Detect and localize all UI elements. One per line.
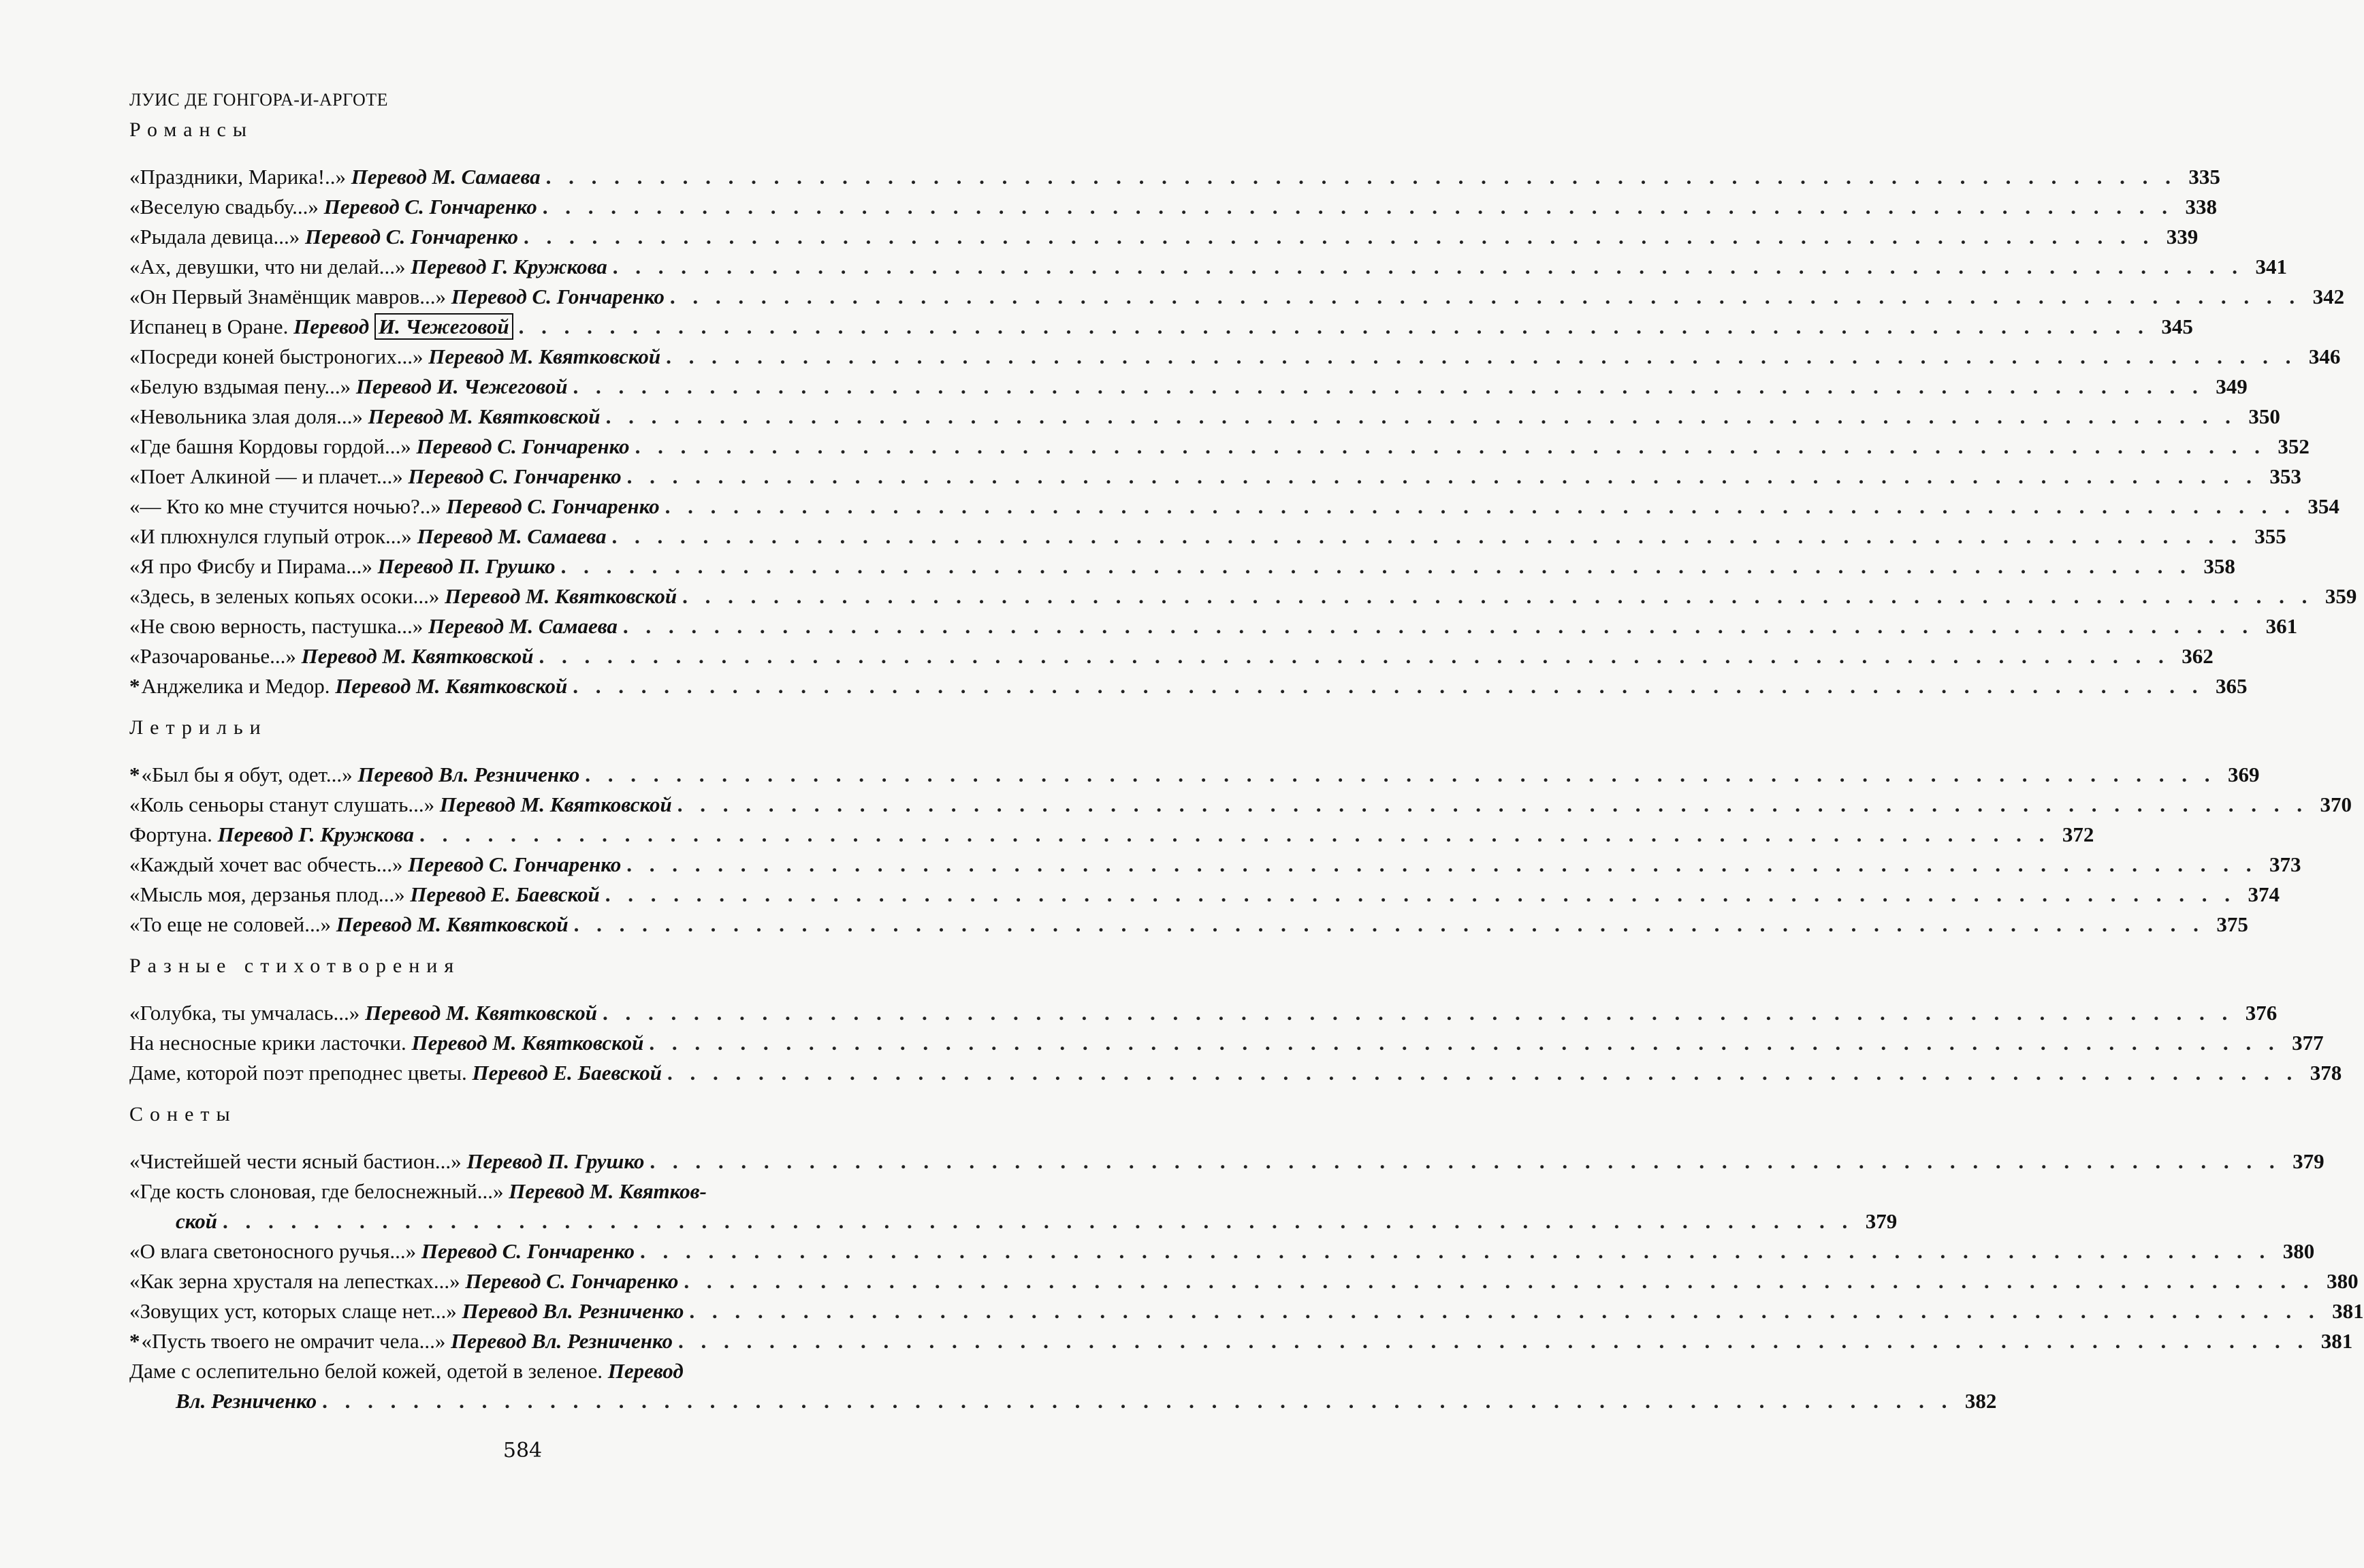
entry-page: 379 xyxy=(1865,1209,1898,1233)
dot-leader xyxy=(543,192,2173,222)
entry-translator: Перевод М. Квятковской xyxy=(335,674,568,698)
toc-entry xyxy=(129,581,2357,611)
toc-entry xyxy=(129,162,2220,192)
entry-title: «Я про Фисбу и Пирама...» xyxy=(129,554,372,578)
asterisk-mark: * xyxy=(129,763,140,786)
asterisk-mark: * xyxy=(129,1329,140,1353)
dot-leader xyxy=(524,222,2154,252)
dot-leader xyxy=(665,492,2296,522)
toc-entry xyxy=(129,282,2345,312)
entry-translator-continued: Вл. Резниченко xyxy=(176,1389,317,1413)
entry-page: 350 xyxy=(2248,404,2280,428)
entry-page: 342 xyxy=(2312,285,2345,308)
toc-entry xyxy=(129,432,2310,462)
entry-text xyxy=(129,492,660,522)
entry-translator: Перевод М. Квятковской xyxy=(368,404,601,428)
entry-translator: Перевод С. Гончаренко xyxy=(408,464,622,488)
toc-entry xyxy=(129,372,2248,402)
entry-translator-continued: ской xyxy=(176,1209,218,1233)
entry-title: «Как зерна хрусталя на лепестках...» xyxy=(129,1269,460,1293)
toc-entry xyxy=(129,910,2248,940)
entry-text xyxy=(129,522,606,551)
entry-translator: Перевод М. Самаева xyxy=(428,614,618,638)
entry-title: На несносные крики ласточки. xyxy=(129,1031,406,1055)
toc-entry xyxy=(129,551,2235,581)
entry-page: 382 xyxy=(1964,1389,1997,1413)
entry-page: 338 xyxy=(2185,195,2217,219)
dot-leader xyxy=(573,372,2203,402)
dot-leader xyxy=(640,1236,2271,1266)
entry-translator: Перевод С. Гончаренко xyxy=(323,195,537,219)
entry-title: «Разочарованье...» xyxy=(129,644,296,668)
entry-title: Фортуна. xyxy=(129,822,212,846)
entry-text xyxy=(129,462,622,492)
section-heading: Летрильи xyxy=(129,716,268,739)
toc-entry xyxy=(129,1266,2359,1296)
entry-text xyxy=(129,671,567,701)
toc-entry xyxy=(129,1028,2324,1058)
entry-translator: Перевод Е. Баевской xyxy=(410,882,600,906)
toc-entry xyxy=(129,880,2280,910)
entry-page: 355 xyxy=(2254,524,2286,548)
toc-entry xyxy=(129,641,2214,671)
toc-entry xyxy=(129,671,2248,701)
entry-page: 354 xyxy=(2307,494,2339,518)
entry-page: 353 xyxy=(2269,464,2301,488)
entry-list xyxy=(129,1147,2364,1416)
entry-title: Даме, которой поэт преподнес цветы. xyxy=(129,1061,467,1085)
entry-translator: Перевод М. Квятковской xyxy=(445,584,677,608)
entry-text xyxy=(129,372,567,402)
entry-translator: Перевод И. Чежеговой xyxy=(355,374,568,398)
dot-leader xyxy=(585,760,2216,790)
toc-entry xyxy=(129,1356,1997,1416)
entry-page: 375 xyxy=(2216,912,2248,936)
entry-translator: Перевод Вл. Резниченко xyxy=(357,763,580,786)
dot-leader xyxy=(519,312,2150,342)
entry-page: 346 xyxy=(2308,345,2341,368)
entry-page: 362 xyxy=(2182,644,2214,668)
entry-text xyxy=(129,998,597,1028)
entry-page: 370 xyxy=(2320,793,2352,816)
entry-title: «Коль сеньоры станут слушать...» xyxy=(129,793,435,816)
entry-title: «О влага светоносного ручья...» xyxy=(129,1239,417,1263)
dot-leader xyxy=(635,432,2266,462)
entry-text xyxy=(129,192,537,222)
entry-title: «Не свою верность, пастушка...» xyxy=(129,614,424,638)
entry-title: «Праздники, Марика!..» xyxy=(129,165,347,189)
toc-entry xyxy=(129,1236,2315,1266)
entry-title: Анджелика и Медор. xyxy=(141,674,330,698)
entry-translator: Перевод П. Грушко xyxy=(377,554,556,578)
toc-entry xyxy=(129,1177,1898,1236)
dot-leader xyxy=(611,522,2242,551)
entry-title: «Невольника злая доля...» xyxy=(129,404,363,428)
entry-text xyxy=(129,551,556,581)
entry-title: «Чистейшей чести ясный бастион...» xyxy=(129,1149,462,1173)
entry-translator: Перевод М. Самаева xyxy=(417,524,607,548)
entry-list xyxy=(129,162,2357,701)
entry-page: 369 xyxy=(2228,763,2260,786)
entry-translator-boxed: И. Чежеговой xyxy=(374,313,513,340)
entry-page: 359 xyxy=(2325,584,2357,608)
entry-text xyxy=(129,790,672,820)
entry-translator: Перевод Г. Кружкова xyxy=(217,822,415,846)
entry-translator: Перевод С. Гончаренко xyxy=(465,1269,679,1293)
dot-leader xyxy=(649,1028,2280,1058)
entry-title: Испанец в Оране. xyxy=(129,315,289,338)
entry-title: «Голубка, ты умчалась...» xyxy=(129,1001,360,1025)
entry-page: 379 xyxy=(2293,1149,2325,1173)
dot-leader xyxy=(667,1058,2298,1088)
section-heading: Сонеты xyxy=(129,1103,237,1125)
entry-text xyxy=(129,1326,673,1356)
toc-entry xyxy=(129,790,2352,820)
dot-leader xyxy=(322,1386,1953,1416)
entry-translator: Перевод М. Квятковской xyxy=(439,793,672,816)
entry-translator: Перевод П. Грушко xyxy=(466,1149,645,1173)
toc-entry xyxy=(129,820,2094,850)
entry-line-continued xyxy=(129,1206,1898,1236)
entry-text xyxy=(129,641,534,671)
dot-leader xyxy=(574,910,2205,940)
toc-entry xyxy=(129,998,2278,1028)
entry-text xyxy=(129,880,600,910)
dot-leader xyxy=(419,820,2050,850)
page-number: 584 xyxy=(502,1439,543,1462)
dot-leader xyxy=(650,1147,2280,1177)
dot-leader xyxy=(670,282,2301,312)
entry-page: 376 xyxy=(2245,1001,2278,1025)
entry-page: 381 xyxy=(2332,1299,2364,1323)
toc-entry xyxy=(129,760,2260,790)
dot-leader xyxy=(613,252,2243,282)
entry-translator: Перевод Вл. Резниченко xyxy=(462,1299,684,1323)
entry-text xyxy=(129,1236,635,1266)
entry-translator: Перевод С. Гончаренко xyxy=(451,285,665,308)
entry-translator: Перевод xyxy=(293,315,370,338)
toc-entry xyxy=(129,1147,2325,1177)
entry-page: 352 xyxy=(2278,434,2310,458)
dot-leader xyxy=(682,581,2313,611)
entry-text xyxy=(129,312,513,342)
entry-title: «Посреди коней быстроногих...» xyxy=(129,345,424,368)
entry-translator: Перевод М. Квятковской xyxy=(336,912,569,936)
entry-title: «Ах, девушки, что ни делай...» xyxy=(129,255,406,278)
entry-title: «Каждый хочет вас обчесть...» xyxy=(129,852,403,876)
dot-leader xyxy=(223,1206,1853,1236)
toc-entry xyxy=(129,1058,2342,1088)
entry-translator: Перевод С. Гончаренко xyxy=(304,225,519,249)
entry-text xyxy=(129,252,607,282)
entry-list xyxy=(129,998,2342,1088)
entry-text xyxy=(129,760,579,790)
toc-entry xyxy=(129,342,2341,372)
toc-entry xyxy=(129,1296,2364,1326)
dot-leader xyxy=(684,1266,2314,1296)
entry-translator: Перевод С. Гончаренко xyxy=(421,1239,635,1263)
entry-page: 380 xyxy=(2327,1269,2359,1293)
entry-text xyxy=(129,611,618,641)
toc-entry xyxy=(129,252,2288,282)
entry-translator: Перевод М. Квятковской xyxy=(365,1001,597,1025)
entry-line-continued xyxy=(129,1386,1997,1416)
entry-translator: Перевод Г. Кружкова xyxy=(411,255,607,278)
entry-translator: Перевод Вл. Резниченко xyxy=(451,1329,673,1353)
entry-page: 377 xyxy=(2292,1031,2324,1055)
entry-page: 349 xyxy=(2216,374,2248,398)
toc-entry xyxy=(129,1326,2353,1356)
dot-leader xyxy=(626,850,2257,880)
entry-text xyxy=(129,910,569,940)
entry-translator: Перевод М. Квятков- xyxy=(509,1179,707,1203)
toc-entry xyxy=(129,492,2339,522)
dot-leader xyxy=(546,162,2177,192)
section-heading: Романсы xyxy=(129,118,253,141)
toc-entry xyxy=(129,462,2301,492)
entry-translator: Перевод С. Гончаренко xyxy=(446,494,660,518)
entry-page: 345 xyxy=(2161,315,2193,338)
dot-leader xyxy=(623,611,2254,641)
entry-page: 365 xyxy=(2215,674,2248,698)
toc-entry xyxy=(129,192,2217,222)
entry-text xyxy=(129,1266,678,1296)
entry-page: 380 xyxy=(2282,1239,2315,1263)
entry-title: «Он Первый Знамёнщик мавров...» xyxy=(129,285,446,308)
entry-page: 339 xyxy=(2166,225,2199,249)
asterisk-mark: * xyxy=(129,674,140,698)
entry-translator: Перевод М. Самаева xyxy=(351,165,541,189)
entry-line xyxy=(129,1356,923,1386)
toc-entry xyxy=(129,312,2193,342)
toc-entry xyxy=(129,402,2280,432)
author-heading: ЛУИС ДЕ ГОНГОРА-И-АРГОТЕ xyxy=(129,90,389,110)
section-heading: Разные стихотворения xyxy=(129,955,461,977)
entry-title: «Белую вздымая пену...» xyxy=(129,374,351,398)
entry-page: 358 xyxy=(2203,554,2235,578)
toc-entry xyxy=(129,222,2199,252)
entry-translator: Перевод М. Квятковской xyxy=(411,1031,644,1055)
table-of-contents xyxy=(129,118,2364,1416)
entry-page: 341 xyxy=(2255,255,2288,278)
entry-text xyxy=(129,282,665,312)
dot-leader xyxy=(605,880,2236,910)
entry-translator: Перевод С. Гончаренко xyxy=(416,434,630,458)
entry-translator: Перевод Е. Баевской xyxy=(472,1061,662,1085)
entry-title: «И плюхнулся глупый отрок...» xyxy=(129,524,412,548)
entry-translator: Перевод М. Квятковской xyxy=(301,644,534,668)
entry-title: «Где башня Кордовы гордой...» xyxy=(129,434,411,458)
entry-text xyxy=(129,1147,644,1177)
entry-title: «Рыдала девица...» xyxy=(129,225,300,249)
entry-text xyxy=(129,820,414,850)
entry-text xyxy=(129,432,630,462)
dot-leader xyxy=(561,551,2192,581)
entry-text xyxy=(129,162,541,192)
entry-text xyxy=(129,342,660,372)
entry-title: «Веселую свадьбу...» xyxy=(129,195,319,219)
dot-leader xyxy=(627,462,2258,492)
entry-text xyxy=(129,402,601,432)
entry-title: «Поет Алкиной — и плачет...» xyxy=(129,464,403,488)
entry-title: «— Кто ко мне стучится ночью?..» xyxy=(129,494,441,518)
dot-leader xyxy=(573,671,2203,701)
toc-entry xyxy=(129,522,2286,551)
dot-leader xyxy=(666,342,2297,372)
entry-title: «Пусть твоего не омрачит чела...» xyxy=(141,1329,446,1353)
entry-title: Даме с ослепительно белой кожей, одетой в зеленое. xyxy=(129,1359,603,1383)
entry-list xyxy=(129,760,2352,940)
entry-page: 361 xyxy=(2265,614,2298,638)
entry-title: «Был бы я обут, одет...» xyxy=(141,763,353,786)
entry-title: «Зовущих уст, которых слаще нет...» xyxy=(129,1299,457,1323)
entry-page: 381 xyxy=(2320,1329,2353,1353)
toc-entry xyxy=(129,611,2298,641)
dot-leader xyxy=(606,402,2237,432)
dot-leader xyxy=(677,790,2308,820)
dot-leader xyxy=(678,1326,2309,1356)
entry-translator: Перевод xyxy=(607,1359,684,1383)
entry-text xyxy=(129,1296,684,1326)
entry-translator: Перевод М. Квятковской xyxy=(428,345,661,368)
entry-text xyxy=(129,581,677,611)
entry-line xyxy=(129,1177,923,1206)
dot-leader xyxy=(539,641,2170,671)
entry-text xyxy=(129,1058,662,1088)
entry-title: «Где кость слоновая, где белоснежный...» xyxy=(129,1179,504,1203)
entry-page: 373 xyxy=(2269,852,2301,876)
entry-page: 335 xyxy=(2188,165,2220,189)
entry-page: 372 xyxy=(2062,822,2094,846)
entry-page: 378 xyxy=(2310,1061,2342,1085)
entry-text xyxy=(129,222,518,252)
toc-entry xyxy=(129,850,2301,880)
dot-leader xyxy=(603,998,2233,1028)
dot-leader xyxy=(689,1296,2320,1326)
entry-title: «Здесь, в зеленых копьях осоки...» xyxy=(129,584,440,608)
entry-title: «То еще не соловей...» xyxy=(129,912,331,936)
entry-page: 374 xyxy=(2248,882,2280,906)
entry-translator: Перевод С. Гончаренко xyxy=(408,852,622,876)
entry-text xyxy=(129,850,621,880)
entry-title: «Мысль моя, дерзанья плод...» xyxy=(129,882,405,906)
entry-text xyxy=(129,1028,643,1058)
